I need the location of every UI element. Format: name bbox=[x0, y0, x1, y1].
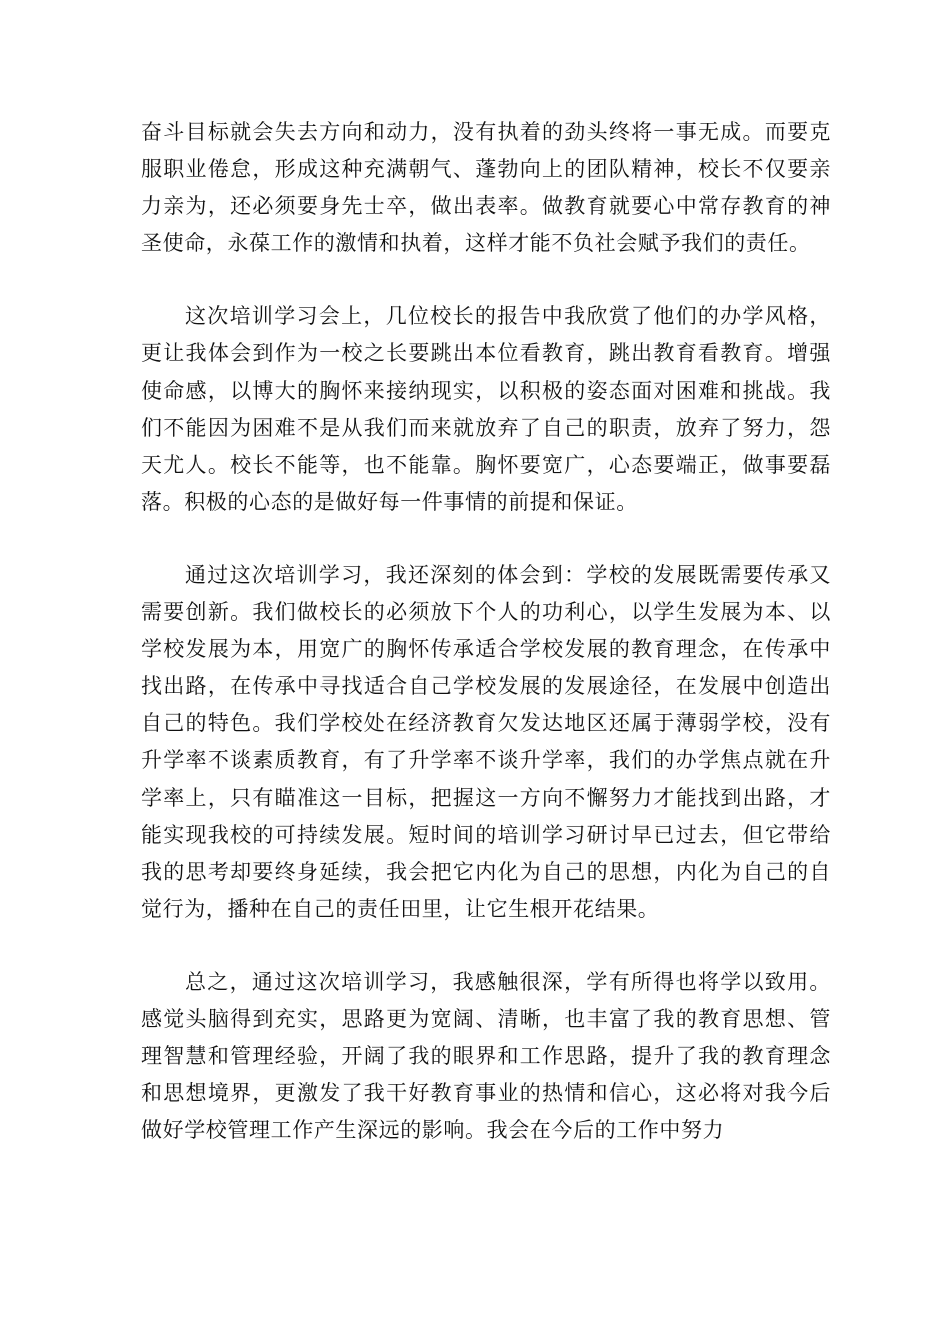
paragraph-4: 总之，通过这次培训学习，我感触很深，学有所得也将学以致用。感觉头脑得到充实，思路更为宽阔、清晰，也丰富了我的教育思想、管理智慧和管理经验，开阔了我的眼界和工作思路，提升了我的教育理念和思想境界，更激发了我干好教育事业的热情和信心，这必将对我今后做好学校管理工作产生深远的影响。我会在今后的工作中努力 bbox=[141, 969, 831, 1143]
document-body bbox=[141, 114, 831, 1149]
paragraph-1: 奋斗目标就会失去方向和动力，没有执着的劲头终将一事无成。而要克服职业倦怠，形成这种充满朝气、蓬勃向上的团队精神，校长不仅要亲力亲为，还必须要身先士卒，做出表率。做教育就要心中常存教育的神圣使命，永葆工作的激情和执着，这样才能不负社会赋予我们的责任。 bbox=[141, 120, 831, 256]
paragraph-2: 这次培训学习会上，几位校长的报告中我欣赏了他们的办学风格，更让我体会到作为一校之长要跳出本位看教育，跳出教育看教育。增强使命感，以博大的胸怀来接纳现实，以积极的姿态面对困难和挑战。我们不能因为困难不是从我们而来就放弃了自己的职责，放弃了努力，怨天尤人。校长不能等，也不能靠。胸怀要宽广，心态要端正，做事要磊落。积极的心态的是做好每一件事情的前提和保证。 bbox=[141, 304, 831, 514]
paragraph-3: 通过这次培训学习，我还深刻的体会到：学校的发展既需要传承又需要创新。我们做校长的必须放下个人的功利心，以学生发展为本、以学校发展为本，用宽广的胸怀传承适合学校发展的教育理念，在传承中找出路，在传承中寻找适合自己学校发展的发展途径，在发展中创造出自己的特色。我们学校处在经济教育欠发达地区还属于薄弱学校，没有升学率不谈素质教育，有了升学率不谈升学率，我们的办学焦点就在升学率上，只有瞄准这一目标，把握这一方向不懈努力才能找到出路，才能实现我校的可持续发展。短时间的培训学习研讨早已过去，但它带给我的思考却要终身延续，我会把它内化为自己的思想，内化为自己的自觉行为，播种在自己的责任田里，让它生根开花结果。 bbox=[141, 562, 831, 921]
